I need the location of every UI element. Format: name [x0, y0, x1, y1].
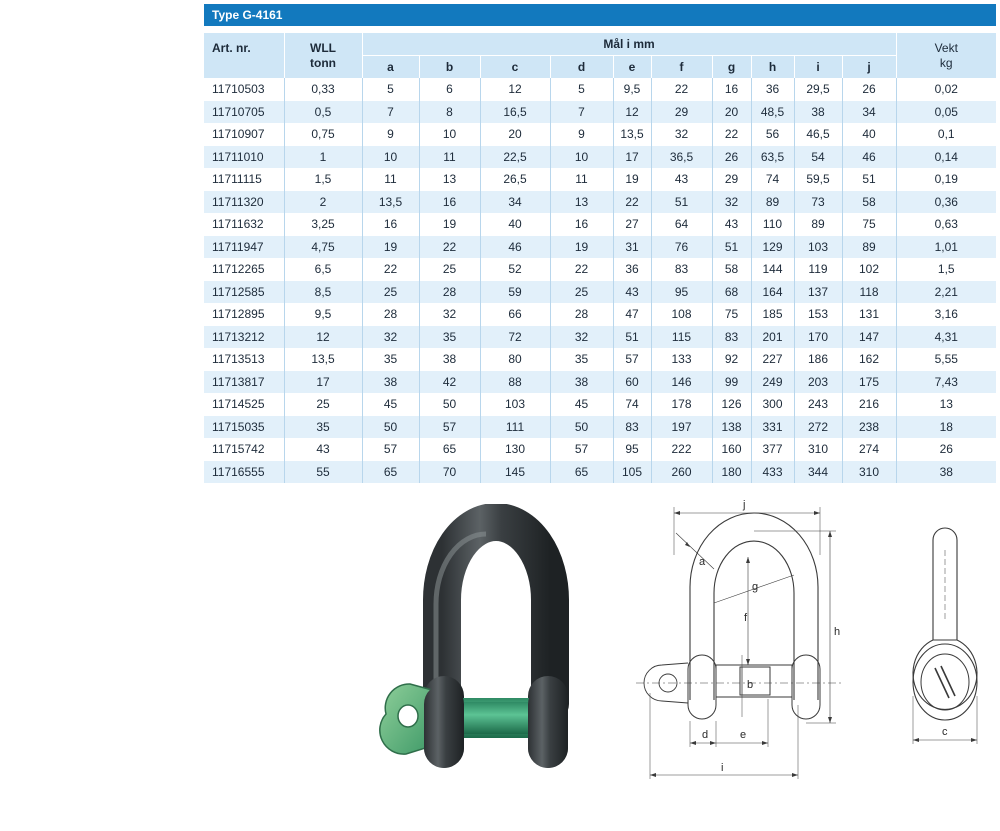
cell-art-nr: 11714525 — [204, 393, 284, 416]
cell-wll: 2 — [284, 191, 362, 214]
cell-dim-a: 35 — [362, 348, 419, 371]
table-row — [204, 303, 996, 326]
cell-dim-f: 32 — [651, 123, 712, 146]
cell-dim-c: 20 — [480, 123, 550, 146]
cell-dim-a: 45 — [362, 393, 419, 416]
cell-dim-d: 50 — [550, 416, 613, 439]
cell-dim-g: 43 — [712, 213, 751, 236]
label-f: f — [744, 612, 748, 624]
cell-dim-a: 16 — [362, 213, 419, 236]
cell-dim-d: 35 — [550, 348, 613, 371]
cell-dim-j: 26 — [842, 78, 896, 101]
cell-dim-i: 137 — [794, 281, 842, 304]
cell-dim-d: 10 — [550, 146, 613, 169]
cell-dim-h: 56 — [751, 123, 794, 146]
cell-dim-e: 57 — [613, 348, 651, 371]
cell-dim-g: 126 — [712, 393, 751, 416]
header-dim-b: b — [419, 56, 480, 79]
cell-dim-a: 13,5 — [362, 191, 419, 214]
cell-dim-c: 145 — [480, 461, 550, 484]
cell-wll: 13,5 — [284, 348, 362, 371]
cell-dim-b: 10 — [419, 123, 480, 146]
cell-art-nr: 11711115 — [204, 168, 284, 191]
cell-dim-h: 300 — [751, 393, 794, 416]
table-row — [204, 348, 996, 371]
table-body — [204, 78, 996, 483]
cell-dim-b: 42 — [419, 371, 480, 394]
cell-vekt: 0,63 — [896, 213, 996, 236]
cell-dim-f: 222 — [651, 438, 712, 461]
header-dim-g: g — [712, 56, 751, 79]
cell-wll: 55 — [284, 461, 362, 484]
table-row — [204, 371, 996, 394]
cell-dim-d: 5 — [550, 78, 613, 101]
label-c: c — [942, 726, 948, 738]
cell-dim-f: 51 — [651, 191, 712, 214]
cell-dim-a: 11 — [362, 168, 419, 191]
cell-dim-i: 119 — [794, 258, 842, 281]
cell-art-nr: 11710907 — [204, 123, 284, 146]
cell-dim-j: 34 — [842, 101, 896, 124]
cell-dim-b: 11 — [419, 146, 480, 169]
cell-dim-g: 20 — [712, 101, 751, 124]
cell-dim-d: 45 — [550, 393, 613, 416]
header-wll-line2: tonn — [310, 56, 336, 70]
cell-dim-d: 57 — [550, 438, 613, 461]
table-row — [204, 416, 996, 439]
cell-vekt: 0,05 — [896, 101, 996, 124]
cell-art-nr: 11712265 — [204, 258, 284, 281]
cell-dim-f: 178 — [651, 393, 712, 416]
cell-wll: 1 — [284, 146, 362, 169]
table-row — [204, 258, 996, 281]
header-dim-h: h — [751, 56, 794, 79]
cell-dim-f: 197 — [651, 416, 712, 439]
cell-dim-c: 22,5 — [480, 146, 550, 169]
cell-dim-g: 58 — [712, 258, 751, 281]
header-vekt — [896, 33, 996, 78]
cell-dim-b: 32 — [419, 303, 480, 326]
cell-dim-j: 162 — [842, 348, 896, 371]
cell-dim-i: 38 — [794, 101, 842, 124]
cell-dim-e: 19 — [613, 168, 651, 191]
cell-art-nr: 11711632 — [204, 213, 284, 236]
table-row — [204, 393, 996, 416]
cell-dim-g: 75 — [712, 303, 751, 326]
cell-dim-c: 52 — [480, 258, 550, 281]
cell-dim-a: 28 — [362, 303, 419, 326]
cell-dim-j: 216 — [842, 393, 896, 416]
dimension-drawing-front — [630, 495, 850, 785]
cell-wll: 0,5 — [284, 101, 362, 124]
cell-dim-b: 35 — [419, 326, 480, 349]
cell-dim-j: 58 — [842, 191, 896, 214]
header-dim-c: c — [480, 56, 550, 79]
header-dim-e: e — [613, 56, 651, 79]
cell-dim-i: 186 — [794, 348, 842, 371]
cell-dim-g: 99 — [712, 371, 751, 394]
header-vekt-line1: Vekt — [934, 41, 958, 55]
header-dim-f: f — [651, 56, 712, 79]
cell-dim-h: 110 — [751, 213, 794, 236]
cell-dim-a: 7 — [362, 101, 419, 124]
cell-dim-c: 26,5 — [480, 168, 550, 191]
cell-dim-f: 108 — [651, 303, 712, 326]
cell-dim-a: 5 — [362, 78, 419, 101]
cell-dim-g: 138 — [712, 416, 751, 439]
label-g: g — [752, 581, 759, 593]
cell-dim-h: 164 — [751, 281, 794, 304]
cell-dim-i: 54 — [794, 146, 842, 169]
cell-vekt: 0,1 — [896, 123, 996, 146]
cell-wll: 8,5 — [284, 281, 362, 304]
cell-vekt: 4,31 — [896, 326, 996, 349]
cell-dim-c: 72 — [480, 326, 550, 349]
cell-dim-e: 31 — [613, 236, 651, 259]
cell-art-nr: 11711010 — [204, 146, 284, 169]
cell-wll: 4,75 — [284, 236, 362, 259]
cell-dim-g: 68 — [712, 281, 751, 304]
cell-dim-i: 29,5 — [794, 78, 842, 101]
cell-dim-g: 29 — [712, 168, 751, 191]
cell-vekt: 0,02 — [896, 78, 996, 101]
cell-dim-h: 63,5 — [751, 146, 794, 169]
cell-dim-i: 46,5 — [794, 123, 842, 146]
cell-dim-f: 43 — [651, 168, 712, 191]
cell-dim-a: 57 — [362, 438, 419, 461]
cell-dim-j: 118 — [842, 281, 896, 304]
cell-art-nr: 11713212 — [204, 326, 284, 349]
cell-wll: 25 — [284, 393, 362, 416]
cell-dim-g: 26 — [712, 146, 751, 169]
header-art-nr: Art. nr. — [204, 33, 284, 78]
cell-dim-f: 22 — [651, 78, 712, 101]
cell-dim-i: 153 — [794, 303, 842, 326]
cell-dim-h: 89 — [751, 191, 794, 214]
cell-dim-h: 48,5 — [751, 101, 794, 124]
cell-dim-j: 89 — [842, 236, 896, 259]
cell-vekt: 26 — [896, 438, 996, 461]
spec-table — [204, 33, 996, 483]
cell-dim-g: 32 — [712, 191, 751, 214]
header-wll — [284, 33, 362, 78]
header-dim-a: a — [362, 56, 419, 79]
cell-dim-j: 51 — [842, 168, 896, 191]
cell-dim-g: 160 — [712, 438, 751, 461]
cell-wll: 3,25 — [284, 213, 362, 236]
cell-dim-b: 50 — [419, 393, 480, 416]
cell-dim-c: 12 — [480, 78, 550, 101]
cell-dim-c: 88 — [480, 371, 550, 394]
cell-vekt: 13 — [896, 393, 996, 416]
cell-dim-g: 51 — [712, 236, 751, 259]
cell-dim-h: 74 — [751, 168, 794, 191]
cell-dim-f: 95 — [651, 281, 712, 304]
cell-wll: 0,75 — [284, 123, 362, 146]
cell-art-nr: 11710503 — [204, 78, 284, 101]
cell-art-nr: 11713513 — [204, 348, 284, 371]
cell-dim-e: 9,5 — [613, 78, 651, 101]
cell-dim-f: 146 — [651, 371, 712, 394]
dimension-drawing-side — [905, 520, 985, 750]
cell-art-nr: 11710705 — [204, 101, 284, 124]
cell-dim-h: 144 — [751, 258, 794, 281]
cell-dim-a: 25 — [362, 281, 419, 304]
cell-dim-c: 59 — [480, 281, 550, 304]
cell-dim-e: 95 — [613, 438, 651, 461]
cell-dim-c: 40 — [480, 213, 550, 236]
cell-dim-i: 243 — [794, 393, 842, 416]
label-b: b — [747, 679, 754, 691]
cell-dim-a: 38 — [362, 371, 419, 394]
label-h: h — [834, 626, 841, 638]
cell-art-nr: 11713817 — [204, 371, 284, 394]
cell-wll: 35 — [284, 416, 362, 439]
table-row — [204, 281, 996, 304]
shackle-photo-illustration — [376, 504, 616, 776]
cell-dim-j: 75 — [842, 213, 896, 236]
cell-dim-c: 46 — [480, 236, 550, 259]
table-row — [204, 438, 996, 461]
label-i: i — [721, 762, 724, 774]
cell-dim-a: 22 — [362, 258, 419, 281]
cell-dim-d: 7 — [550, 101, 613, 124]
cell-dim-e: 27 — [613, 213, 651, 236]
cell-dim-c: 80 — [480, 348, 550, 371]
cell-wll: 0,33 — [284, 78, 362, 101]
cell-dim-e: 74 — [613, 393, 651, 416]
shackle-bow — [442, 522, 550, 704]
cell-dim-f: 64 — [651, 213, 712, 236]
label-e: e — [740, 729, 747, 741]
header-dimensions-group: Mål i mm — [362, 33, 896, 56]
cell-dim-f: 115 — [651, 326, 712, 349]
cell-dim-f: 133 — [651, 348, 712, 371]
table-row — [204, 326, 996, 349]
cell-dim-c: 16,5 — [480, 101, 550, 124]
cell-dim-d: 9 — [550, 123, 613, 146]
cell-dim-b: 70 — [419, 461, 480, 484]
cell-vekt: 7,43 — [896, 371, 996, 394]
cell-dim-g: 22 — [712, 123, 751, 146]
header-dim-j: j — [842, 56, 896, 79]
cell-dim-b: 25 — [419, 258, 480, 281]
cell-dim-e: 60 — [613, 371, 651, 394]
table-row — [204, 191, 996, 214]
cell-dim-j: 310 — [842, 461, 896, 484]
cell-dim-d: 11 — [550, 168, 613, 191]
cell-dim-h: 249 — [751, 371, 794, 394]
cell-dim-i: 344 — [794, 461, 842, 484]
cell-dim-d: 16 — [550, 213, 613, 236]
table-title: Type G-4161 — [204, 4, 996, 26]
cell-dim-d: 22 — [550, 258, 613, 281]
cell-wll: 1,5 — [284, 168, 362, 191]
cell-dim-j: 238 — [842, 416, 896, 439]
cell-dim-f: 76 — [651, 236, 712, 259]
cell-dim-h: 433 — [751, 461, 794, 484]
cell-dim-b: 22 — [419, 236, 480, 259]
cell-vekt: 2,21 — [896, 281, 996, 304]
cell-dim-b: 6 — [419, 78, 480, 101]
cell-art-nr: 11712585 — [204, 281, 284, 304]
cell-vekt: 0,14 — [896, 146, 996, 169]
label-a: a — [699, 556, 706, 568]
cell-dim-e: 12 — [613, 101, 651, 124]
table-row — [204, 101, 996, 124]
cell-dim-h: 201 — [751, 326, 794, 349]
cell-dim-b: 19 — [419, 213, 480, 236]
cell-dim-c: 130 — [480, 438, 550, 461]
label-d: d — [702, 729, 709, 741]
cell-vekt: 18 — [896, 416, 996, 439]
table-row — [204, 146, 996, 169]
cell-dim-j: 131 — [842, 303, 896, 326]
cell-dim-i: 203 — [794, 371, 842, 394]
cell-dim-i: 170 — [794, 326, 842, 349]
cell-dim-g: 83 — [712, 326, 751, 349]
cell-dim-e: 22 — [613, 191, 651, 214]
cell-art-nr: 11715742 — [204, 438, 284, 461]
cell-dim-g: 16 — [712, 78, 751, 101]
cell-wll: 12 — [284, 326, 362, 349]
cell-dim-b: 13 — [419, 168, 480, 191]
cell-dim-b: 57 — [419, 416, 480, 439]
cell-vekt: 0,19 — [896, 168, 996, 191]
cell-dim-a: 65 — [362, 461, 419, 484]
cell-dim-c: 66 — [480, 303, 550, 326]
cell-dim-c: 103 — [480, 393, 550, 416]
cell-vekt: 1,5 — [896, 258, 996, 281]
cell-dim-a: 19 — [362, 236, 419, 259]
cell-dim-d: 13 — [550, 191, 613, 214]
table-row — [204, 168, 996, 191]
cell-vekt: 3,16 — [896, 303, 996, 326]
cell-dim-f: 83 — [651, 258, 712, 281]
header-vekt-line2: kg — [939, 56, 953, 70]
cell-dim-b: 65 — [419, 438, 480, 461]
cell-dim-g: 92 — [712, 348, 751, 371]
cell-wll: 6,5 — [284, 258, 362, 281]
table-row — [204, 213, 996, 236]
cell-art-nr: 11716555 — [204, 461, 284, 484]
cell-dim-h: 36 — [751, 78, 794, 101]
cell-vekt: 38 — [896, 461, 996, 484]
cell-dim-d: 38 — [550, 371, 613, 394]
cell-dim-j: 274 — [842, 438, 896, 461]
cell-dim-j: 46 — [842, 146, 896, 169]
cell-dim-e: 51 — [613, 326, 651, 349]
table-row — [204, 123, 996, 146]
cell-dim-a: 9 — [362, 123, 419, 146]
cell-dim-b: 28 — [419, 281, 480, 304]
cell-art-nr: 11711947 — [204, 236, 284, 259]
cell-dim-a: 10 — [362, 146, 419, 169]
cell-dim-j: 175 — [842, 371, 896, 394]
cell-dim-e: 17 — [613, 146, 651, 169]
cell-dim-b: 38 — [419, 348, 480, 371]
cell-dim-i: 310 — [794, 438, 842, 461]
cell-dim-j: 102 — [842, 258, 896, 281]
cell-dim-h: 129 — [751, 236, 794, 259]
cell-wll: 43 — [284, 438, 362, 461]
cell-dim-f: 29 — [651, 101, 712, 124]
cell-vekt: 1,01 — [896, 236, 996, 259]
cell-dim-e: 83 — [613, 416, 651, 439]
table-row — [204, 236, 996, 259]
cell-dim-h: 227 — [751, 348, 794, 371]
cell-dim-e: 47 — [613, 303, 651, 326]
cell-dim-g: 180 — [712, 461, 751, 484]
cell-dim-d: 28 — [550, 303, 613, 326]
cell-dim-f: 36,5 — [651, 146, 712, 169]
cell-dim-e: 105 — [613, 461, 651, 484]
cell-art-nr: 11715035 — [204, 416, 284, 439]
cell-vekt: 0,36 — [896, 191, 996, 214]
cell-dim-d: 19 — [550, 236, 613, 259]
cell-dim-i: 73 — [794, 191, 842, 214]
cell-vekt: 5,55 — [896, 348, 996, 371]
label-j: j — [743, 499, 746, 511]
cell-dim-b: 8 — [419, 101, 480, 124]
cell-dim-c: 111 — [480, 416, 550, 439]
header-dim-d: d — [550, 56, 613, 79]
cell-art-nr: 11712895 — [204, 303, 284, 326]
cell-dim-h: 331 — [751, 416, 794, 439]
cell-dim-j: 147 — [842, 326, 896, 349]
cell-dim-i: 272 — [794, 416, 842, 439]
table-row — [204, 78, 996, 101]
table-row — [204, 461, 996, 484]
cell-dim-a: 32 — [362, 326, 419, 349]
cell-dim-a: 50 — [362, 416, 419, 439]
cell-dim-d: 32 — [550, 326, 613, 349]
cell-wll: 9,5 — [284, 303, 362, 326]
cell-dim-e: 36 — [613, 258, 651, 281]
cell-dim-c: 34 — [480, 191, 550, 214]
header-wll-line1: WLL — [310, 41, 336, 55]
cell-dim-j: 40 — [842, 123, 896, 146]
cell-dim-e: 43 — [613, 281, 651, 304]
cell-dim-i: 89 — [794, 213, 842, 236]
cell-dim-i: 59,5 — [794, 168, 842, 191]
cell-dim-f: 260 — [651, 461, 712, 484]
cell-wll: 17 — [284, 371, 362, 394]
cell-art-nr: 11711320 — [204, 191, 284, 214]
cell-dim-h: 377 — [751, 438, 794, 461]
cell-dim-b: 16 — [419, 191, 480, 214]
cell-dim-d: 65 — [550, 461, 613, 484]
cell-dim-d: 25 — [550, 281, 613, 304]
cell-dim-i: 103 — [794, 236, 842, 259]
header-dim-i: i — [794, 56, 842, 79]
cell-dim-h: 185 — [751, 303, 794, 326]
cell-dim-e: 13,5 — [613, 123, 651, 146]
